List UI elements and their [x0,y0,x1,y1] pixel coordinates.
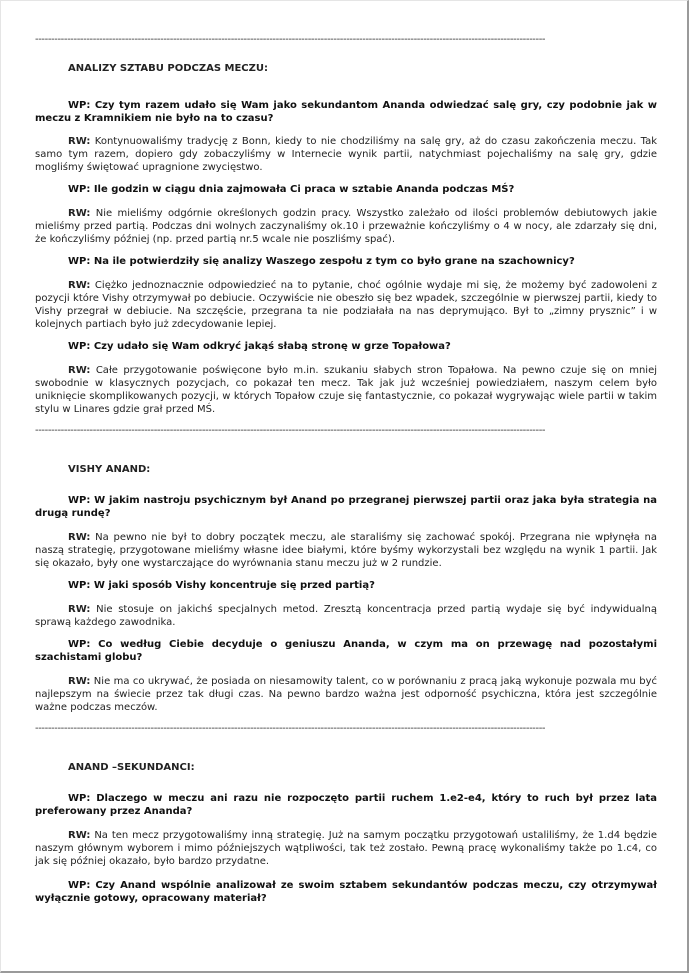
speaker-label: RW: [68,532,91,543]
question [35,183,657,196]
speaker-label: WP: [68,100,91,111]
separator-line: --------------------------------------------------------------------------------------------------------------------------------------------------------------- [35,723,546,734]
answer-text: Kontynuowaliśmy tradycję z Bonn, kiedy to nie chodziliśmy na salę gry, aż do czasu zakończenia meczu. Tak samo tym razem, dopiero gdy zobaczyliśmy w Internecie wynik partii, natychmiast pojechaliśmy na salę gry, gdzie mogliśmy świętować upragnione zwycięstwo. [35,136,657,173]
answer [35,531,657,570]
question-text: Ile godzin w ciągu dnia zajmowała Ci praca w sztabie Ananda podczas MŚ? [90,184,515,195]
answer-text: Na pewno nie był to dobry początek meczu, ale staraliśmy się zachować spokój. Przegrana nie wpłynęła na naszą strategię, przygotowane mieliśmy własne idee białymi, które byśmy wykorzystali bez względu na wynik 1 partii. Jak się okazało, były one wystarczające do wyrównania stanu meczu już w 2 rundzie. [35,532,657,569]
question-text: Czy udało się Wam odkryć jakąś słabą stronę w grze Topałowa? [90,341,451,352]
document-content [35,1,657,905]
answer [35,829,657,868]
speaker-label: WP: [68,341,91,352]
question [35,579,657,592]
answer [35,135,657,174]
answer-text: Nie stosuje on jakichś specjalnych metod. Zresztą koncentracja przed partią wydaje się być indywidualną sprawą każdego zawodnika. [35,604,657,628]
question-text: Czy Anand wspólnie analizował ze swoim sztabem sekundantów podczas meczu, czy otrzymywał wyłącznie gotowy, opracowany materiał? [35,880,657,904]
speaker-label: WP: [68,793,91,804]
question-text: Na ile potwierdziły się analizy Waszego zespołu z tym co było grane na szachownicy? [90,256,575,267]
answer [35,279,657,331]
speaker-label: WP: [68,880,91,891]
speaker-label: RW: [68,830,91,841]
speaker-label: WP: [68,639,91,650]
answer [35,207,657,246]
answer [35,364,657,416]
separator-line: --------------------------------------------------------------------------------------------------------------------------------------------------------------- [35,425,546,436]
section-title: ANAND –SEKUNDANCI: [68,762,195,773]
speaker-label: WP: [68,495,91,506]
section-title: VISHY ANAND: [68,464,151,475]
question [35,638,657,664]
question [35,494,657,520]
speaker-label: RW: [68,208,91,219]
question-text: Czy tym razem udało się Wam jako sekundantom Ananda odwiedzać salę gry, czy podobnie jak w meczu z Kramnikiem nie było na to czasu? [35,100,657,124]
speaker-label: RW: [68,365,91,376]
question-text: Dlaczego w meczu ani razu nie rozpoczęto partii ruchem 1.e2-e4, który to ruch był przez lata preferowany przez Ananda? [35,793,657,817]
question [35,340,657,353]
answer [35,603,657,629]
speaker-label: RW: [68,676,91,687]
speaker-label: WP: [68,256,91,267]
answer-text: Całe przygotowanie poświęcone było m.in. szukaniu słabych stron Topałowa. Na pewno czuje się on mniej swobodnie w klasycznych pozycjach, co pokazał ten mecz. Tak jak już wcześniej powiedziałem, naszym celem było uniknięcie skomplikowanych pozycji, w których Topałow czuje się fantastycznie, co pokazał wygrywając wiele partii w takim stylu w Linares gdzie grał przed MŚ. [35,365,657,415]
question-text: W jakim nastroju psychicznym był Anand po przegranej pierwszej partii oraz jaka była strategia na drugą rundę? [35,495,657,519]
speaker-label: WP: [68,580,91,591]
question [35,792,657,818]
answer-text: Nie mieliśmy odgórnie określonych godzin pracy. Wszystko zależało od ilości problemów debiutowych jakie mieliśmy przed partią. Podczas dni wolnych zaczynaliśmy ok.10 i przeważnie kończyliśmy o 4 w nocy, ale zdarzały się dni, że kończyliśmy później (np. przed partią nr.5 wcale nie poszliśmy spać). [35,208,657,245]
question [35,255,657,268]
answer [35,675,657,714]
section-title: ANALIZY SZTABU PODCZAS MECZU: [68,63,269,74]
answer-text: Ciężko jednoznacznie odpowiedzieć na to pytanie, choć ogólnie wydaje mi się, że możemy być zadowoleni z pozycji które Vishy otrzymywał po debiucie. Oczywiście nie obeszło się bez wpadek, szczególnie w pierwszej partii, kiedy to Vishy przegrał w debiucie. Na szczęście, przegrana ta nie podziałała na nas deprymująco. Był to „zimny prysznic” i w kolejnych partiach było już zdecydowanie lepiej. [35,280,657,330]
answer-text: Na ten mecz przygotowaliśmy inną strategię. Już na samym początku przygotowań ustaliliśmy, że 1.d4 będzie naszym głównym wyborem i mimo późniejszych wątpliwości, tak też zostało. Pewną pracę wykonaliśmy także po 1.c4, co jak się później okazało, było bardzo przydatne. [35,830,657,867]
separator-line: --------------------------------------------------------------------------------------------------------------------------------------------------------------- [35,34,546,45]
question-text: Co według Ciebie decyduje o geniuszu Ananda, w czym ma on przewagę nad pozostałymi szachistami globu? [35,639,657,663]
answer-text: Nie ma co ukrywać, że posiada on niesamowity talent, co w porównaniu z pracą jaką wykonuje pozwala mu być najlepszym na świecie przez tak długi czas. Na pewno bardzo ważna jest odporność psychiczna, która jest szczególnie ważne podczas meczów. [35,676,657,713]
question [35,99,657,125]
speaker-label: RW: [68,604,91,615]
question-text: W jaki sposób Vishy koncentruje się przed partią? [90,580,375,591]
speaker-label: WP: [68,184,91,195]
speaker-label: RW: [68,280,91,291]
question [35,879,657,905]
speaker-label: RW: [68,136,91,147]
